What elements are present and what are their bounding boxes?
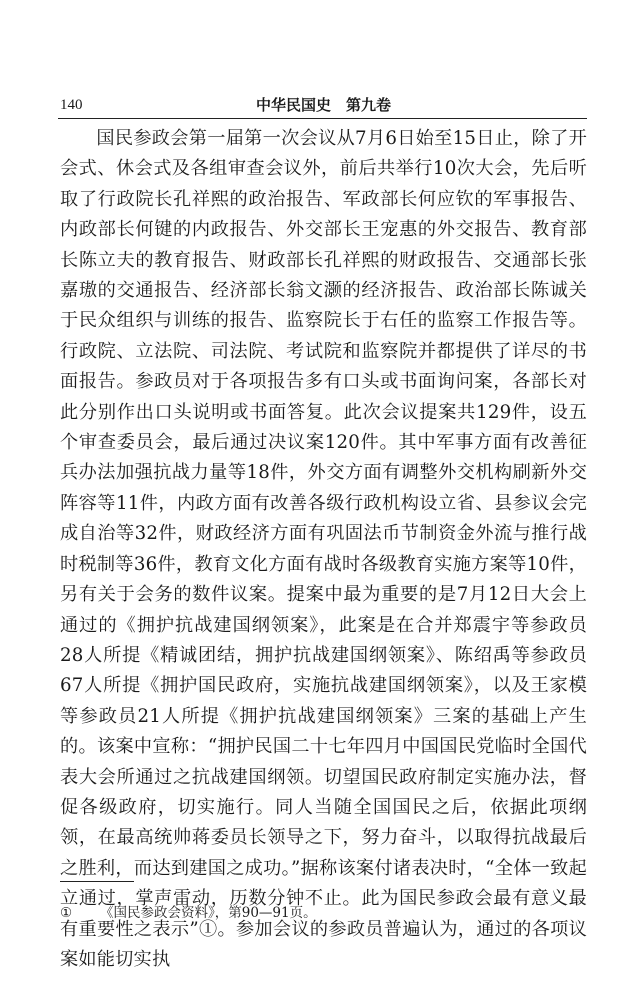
page-number: 140 [60,97,83,113]
footnote [60,903,587,923]
footnote-text: 《国民参政会资料》，第90—91页。 [100,905,317,921]
running-title: 中华民国史 第九卷 [255,96,391,114]
footnote-rule [60,881,134,882]
body-paragraph: 国民参政会第一届第一次会议从7月6日始至15日止，除了开会式、休会式及各组审查会议外，前后共举行10次大会，先后听取了行政院长孔祥熙的政治报告、军政部长何应钦的军事报告、内政部长何键的内政报告、外交部长王宠惠的外交报告、教育部长陈立夫的教育报告、财政部长孔祥熙的财政报告、交通部长张嘉璈的交通报告、经济部长翁文灏的经济报告、政治部长陈诚关于民众组织与训练的报告、监察院长于右任的监察工作报告等。行政院、立法院、司法院、考试院和监察院并都提供了详尽的书面报告。参政员对于各项报告多有口头或书面询问案，各部长对此分别作出口头说明或书面答复。此次会议提案共129件，设五个审查委员会，最后通过决议案120件。其中军事方面有改善征兵办法加强抗战力量等18件，外交方面有调整外交机构刷新外交阵容等11件，内政方面有改善各级行政机构设立省、县参议会完成自治等32件，财政经济方面有巩固法币节制资金外流与推行战时税制等36件，教育文化方面有战时各级教育实施方案等10件，另有关于会务的数件议案。提案中最为重要的是7月12日大会上通过的《拥护抗战建国纲领案》，此案是在合并郑震宇等参政员28人所提《精诚团结，拥护抗战建国纲领案》、陈绍禹等参政员67人所提《拥护国民政府，实施抗战建国纲领案》，以及王家模等参政员21人所提《拥护抗战建国纲领案》三案的基础上产生的。该案中宣称：“拥护民国二十七年四月中国国民党临时全国代表大会所通过之抗战建国纲领。切望国民政府制定实施办法，督促各级政府，切实施行。同人当随全国国民之后，依据此项纲领，在最高统帅蒋委员长领导之下，努力奋斗，以取得抗战最后之胜利，而达到建国之成功。”据称该案付诸表决时，“全体一致起立通过，掌声雷动，历数分钟不止。此为国民参政会最有意义最有重要性之表示”①。参加会议的参政员普遍认为，通过的各项议案如能切实执 [60,128,587,970]
footnote-marker: ① [60,905,73,921]
header-rule [58,118,587,119]
page-header [60,95,587,117]
